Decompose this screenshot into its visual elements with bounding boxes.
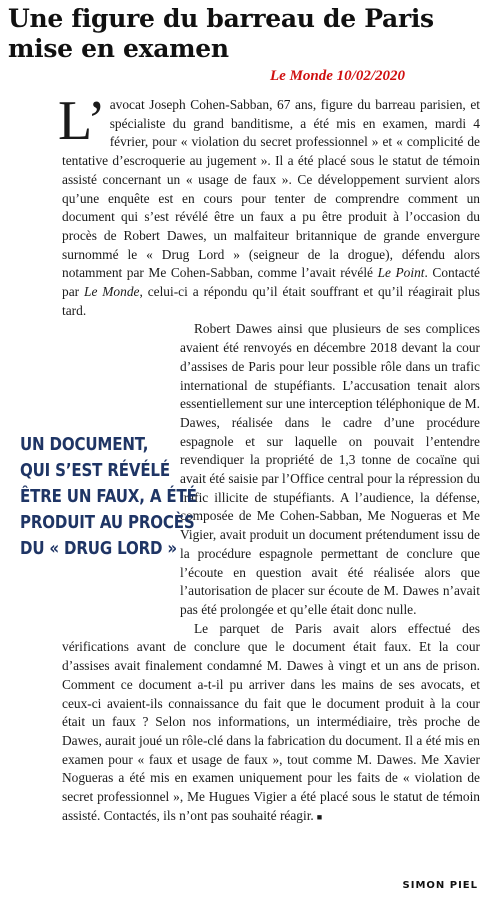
pull-quote xyxy=(20,432,201,562)
drop-cap: L’ xyxy=(58,90,106,152)
publication-name-le-monde: Le Monde xyxy=(84,284,140,300)
paragraph-1-text: avocat Joseph Cohen-Sabban, 67 ans, figure du barreau parisien, et spécialiste du grand banditisme, a été mis en examen, mardi 4 février, pour « violation du secret professionnel » et « complicité de tentative d’escroquerie au jugement ». Il a été placé sous le statut de témoin assisté concernant un « usage de faux ». Ce développement survient alors qu’une enquête est en cours pour tenter de comprendre comment un document qui s’est révélé être un faux a pu être produit à l’occasion du procès de Robert Dawes, un malfaiteur britannique de grande envergure surnommé le « Drug Lord » (seigneur de la drogue), défendu alors notamment par Me Cohen-Sabban, comme l’avait révélé xyxy=(62,97,480,281)
paragraph-1-end: , celui-ci a répondu qu’il était souffrant et qu’il réagirait plus tard. xyxy=(62,284,480,318)
pull-quote-line: QUI S’EST RÉVÉLÉ xyxy=(20,461,170,481)
paragraph-2-text: Robert Dawes ainsi que plusieurs de ses complices avaient été renvoyés en décembre 2018 devant la cour d’assises de Paris pour leur possible rôle dans un trafic international de stupéfiants. L’accusation tenait alors essentiellement sur une interception téléphonique de M. Dawes, réalisée dans le cadre d’une procédure espagnole et sur laquelle on pouvait l’entendre revendiquer la propriété de 1,3 tonne de cocaïne qui avait été saisie par l’Office central pour la répression du trafic illicite de stupéfiants. A l’audience, la défense, composée de Me Cohen-Sabban, Me Nogueras et Me Vigier, avait produit un document prétendument issu de la procédure espagnole permettant de conclure que l’écoute en question avait été réalisée alors que l’autorisation de placer sur écoute de M. Dawes n’avait pas été prolongée et qu’elle était donc nulle. xyxy=(180,321,480,617)
headline-line-2: mise en examen xyxy=(8,34,229,63)
paragraph-3-text: Le parquet de Paris avait alors effectué des vérifications avant de conclure que le document était faux. Et la cour d’assises avait finalement condamné M. Dawes à vingt et un ans de prison. Comment ce document a-t-il pu arriver dans les mains de ses avocats, et ceux-ci avaient-ils connaissance du fait que le document produit à la cour était un faux ? Selon nos informations, un intermédiaire, très proche de Dawes, aurait joué un rôle-clé dans la fabrication du document. Il a été mis en examen pour « faux et usage de faux », tout comme M. Dawes. Me Xavier Nogueras a été mis en examen uniquement pour les faits de « violation de secret professionnel », Me Hugues Vigier a été placé sous le statut de témoin assisté. Contactés, ils n’ont pas souhaité réagir. xyxy=(62,620,480,823)
pull-quote-line: UN DOCUMENT, xyxy=(20,435,149,455)
paragraph-3 xyxy=(62,620,480,827)
author-signature: SIMON PIEL xyxy=(402,880,478,891)
pull-quote-line: DU « DRUG LORD » xyxy=(20,539,177,559)
end-mark-icon: ■ xyxy=(316,811,323,822)
pull-quote-line: PRODUIT AU PROCÈS xyxy=(20,513,195,533)
paragraph-1-mid: . Contacté par xyxy=(62,265,481,300)
headline-line-1: Une figure du barreau de Paris xyxy=(8,4,434,33)
publication-name-le-point: Le Point xyxy=(377,265,425,281)
source-annotation: Le Monde 10/02/2020 xyxy=(270,68,405,84)
pull-quote-line: ÊTRE UN FAUX, A ÉTÉ xyxy=(20,487,197,507)
article-headline xyxy=(8,4,478,64)
paragraph-1 xyxy=(62,96,480,320)
